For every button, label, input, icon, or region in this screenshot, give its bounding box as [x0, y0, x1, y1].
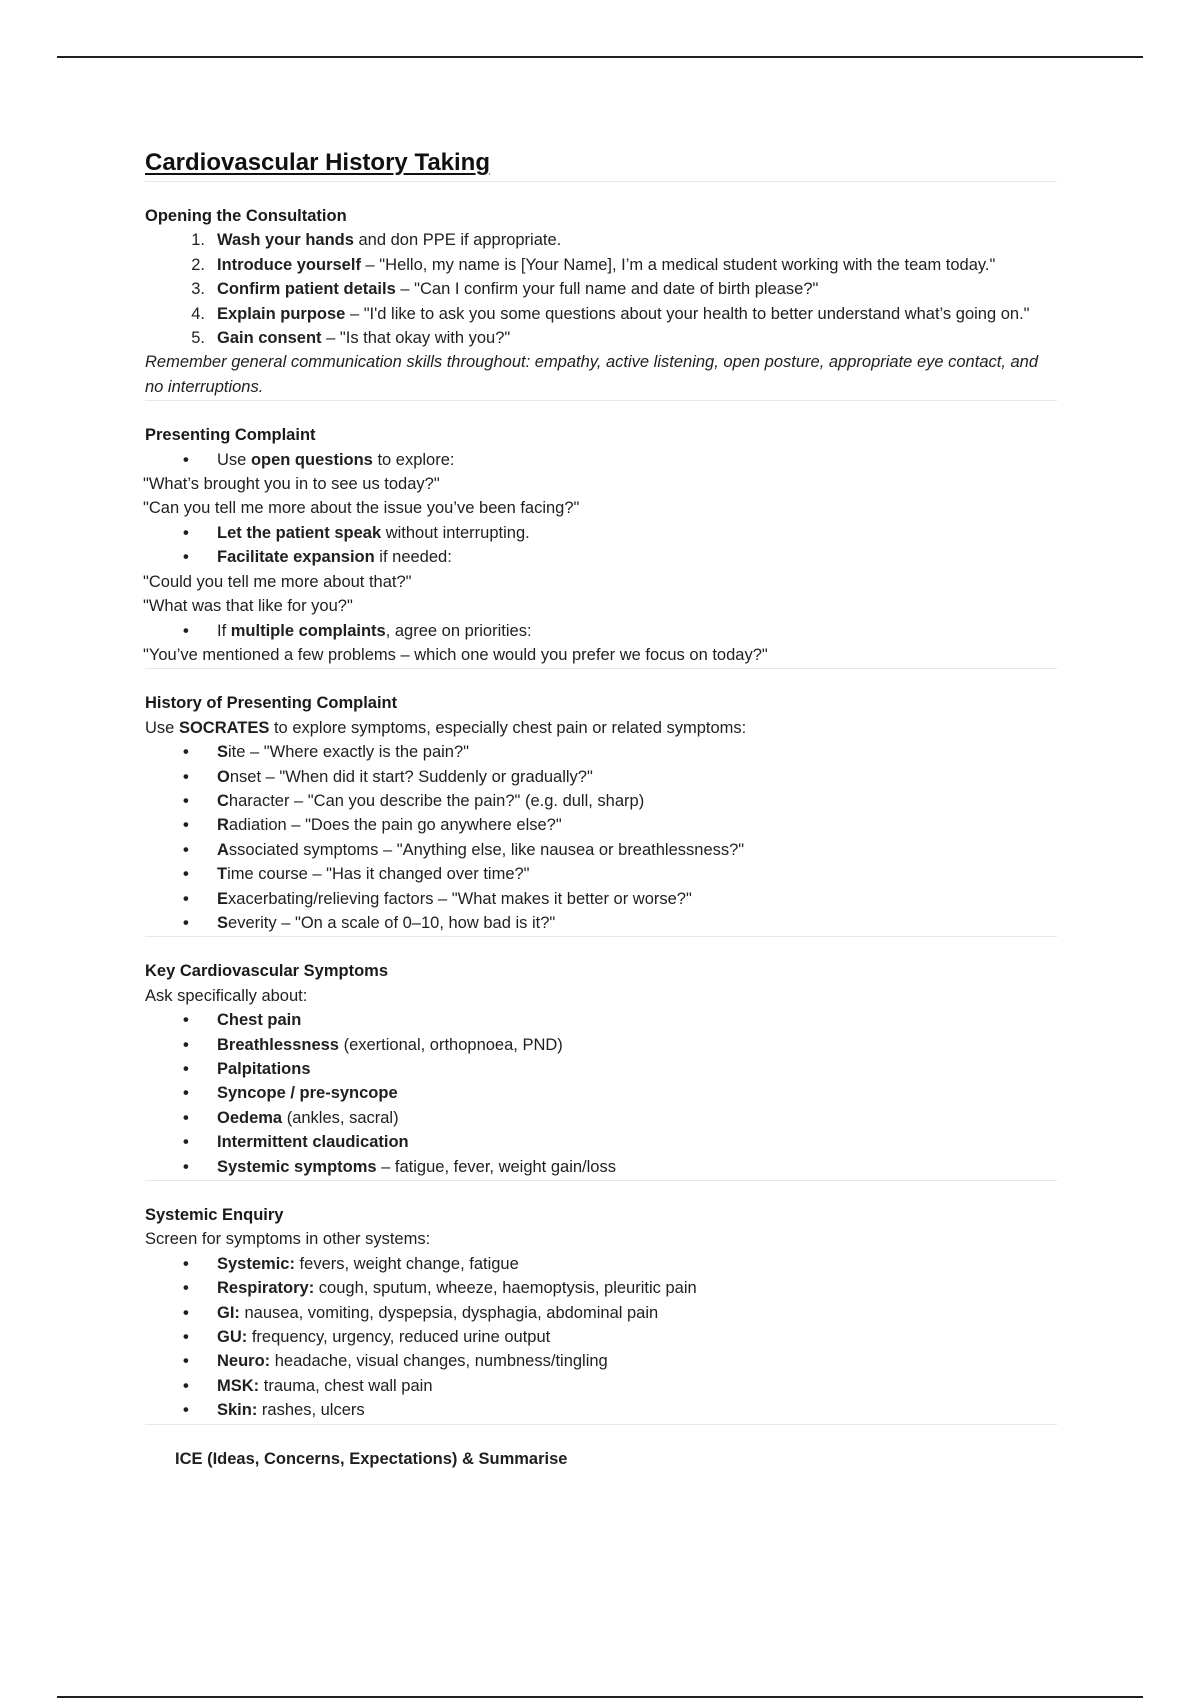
bullet-list — [145, 1008, 1057, 1179]
bullet-icon: • — [183, 913, 189, 932]
section-heading: Systemic Enquiry — [145, 1206, 284, 1225]
bullet-icon: • — [183, 1011, 189, 1030]
list-item: 1. Wash your hands and don PPE if appropriate. — [145, 228, 1057, 252]
bullet-icon: • — [183, 1254, 189, 1273]
bullet-icon: • — [183, 1328, 189, 1347]
bullet-icon: • — [183, 548, 189, 567]
list-item: • Onset – "When did it start? Suddenly or gradually?" — [145, 765, 1057, 789]
bullet-icon: • — [183, 889, 189, 908]
section-presenting-complaint — [145, 423, 1057, 669]
example-question: "Can you tell me more about the issue you’ve been facing?" — [143, 499, 580, 518]
bullet-icon: • — [183, 523, 189, 542]
list-item: • Neuro: headache, visual changes, numbness/tingling — [145, 1349, 1057, 1373]
list-item: • Syncope / pre-syncope — [145, 1081, 1057, 1105]
list-item: • Breathlessness (exertional, orthopnoea, PND) — [145, 1033, 1057, 1057]
list-item: • GU: frequency, urgency, reduced urine output — [145, 1325, 1057, 1349]
bullet-icon: • — [183, 1157, 189, 1176]
bullet-icon: • — [183, 1376, 189, 1395]
bullet-icon: • — [183, 1401, 189, 1420]
list-item: • Intermittent claudication — [145, 1130, 1057, 1154]
bullet-icon: • — [183, 840, 189, 859]
list-item: • Severity – "On a scale of 0–10, how bad is it?" — [145, 911, 1057, 935]
page-top-rule — [57, 56, 1143, 58]
bullet-icon: • — [183, 1303, 189, 1322]
example-question: "You’ve mentioned a few problems – which one would you prefer we focus on today?" — [143, 645, 768, 664]
list-number: 5. — [191, 329, 205, 348]
list-item: • Site – "Where exactly is the pain?" — [145, 740, 1057, 764]
bullet-list — [145, 521, 1057, 570]
section-divider — [145, 668, 1057, 669]
section-divider — [145, 1424, 1057, 1425]
list-item: 5. Gain consent – "Is that okay with you?" — [145, 326, 1057, 350]
section-key-symptoms — [145, 959, 1057, 1181]
bullet-icon: • — [183, 1352, 189, 1371]
list-number: 4. — [191, 304, 205, 323]
section-heading: History of Presenting Complaint — [145, 694, 398, 713]
list-item: • If multiple complaints, agree on priorities: — [145, 619, 1057, 643]
list-item: • Character – "Can you describe the pain?" (e.g. dull, sharp) — [145, 789, 1057, 813]
section-hpc — [145, 691, 1057, 937]
section-intro: Screen for symptoms in other systems: — [145, 1230, 431, 1249]
list-item: • Let the patient speak without interrupting. — [145, 521, 1057, 545]
bullet-icon: • — [183, 1133, 189, 1152]
list-item: • Use open questions to explore: — [145, 448, 1057, 472]
section-systemic-enquiry — [145, 1203, 1057, 1425]
bullet-icon: • — [183, 621, 189, 640]
socrates-list — [145, 740, 1057, 935]
example-question: "What’s brought you in to see us today?" — [143, 475, 440, 494]
section-divider — [145, 181, 1057, 182]
list-item: • Oedema (ankles, sacral) — [145, 1106, 1057, 1130]
section-divider — [145, 400, 1057, 401]
bullet-icon: • — [183, 1279, 189, 1298]
section-opening — [145, 204, 1057, 401]
list-item: • Systemic: fevers, weight change, fatigue — [145, 1252, 1057, 1276]
list-item: • Radiation – "Does the pain go anywhere else?" — [145, 813, 1057, 837]
list-item: • Chest pain — [145, 1008, 1057, 1032]
section-heading: Opening the Consultation — [145, 207, 347, 225]
page-bottom-rule — [57, 1696, 1143, 1698]
list-number: 3. — [191, 280, 205, 299]
section-divider — [145, 936, 1057, 937]
list-item: 4. Explain purpose – "I'd like to ask you some questions about your health to better understand what’s going on." — [145, 302, 1057, 326]
example-question: "What was that like for you?" — [143, 597, 353, 616]
bullet-icon: • — [183, 767, 189, 786]
bullet-icon: • — [183, 1060, 189, 1078]
section-intro: Use SOCRATES to explore symptoms, especially chest pain or related symptoms: — [145, 718, 747, 737]
list-number: 2. — [191, 255, 205, 274]
list-item: • Palpitations — [145, 1057, 1057, 1081]
bullet-icon: • — [183, 816, 189, 835]
bullet-list — [145, 448, 1057, 472]
bullet-icon: • — [183, 1108, 189, 1127]
bullet-icon: • — [183, 791, 189, 810]
list-item: • GI: nausea, vomiting, dyspepsia, dysphagia, abdominal pain — [145, 1301, 1057, 1325]
bullet-icon: • — [183, 450, 189, 469]
bullet-icon: • — [183, 865, 189, 884]
example-question: "Could you tell me more about that?" — [143, 572, 412, 591]
section-ice — [145, 1447, 1057, 1471]
list-item: 3. Confirm patient details – "Can I confirm your full name and date of birth please?" — [145, 277, 1057, 301]
section-heading: ICE (Ideas, Concerns, Expectations) & Summarise — [175, 1449, 568, 1468]
list-item: • Exacerbating/relieving factors – "What makes it better or worse?" — [145, 887, 1057, 911]
list-item: • MSK: trauma, chest wall pain — [145, 1374, 1057, 1398]
list-item: • Respiratory: cough, sputum, wheeze, haemoptysis, pleuritic pain — [145, 1276, 1057, 1300]
page-title: Cardiovascular History Taking — [145, 149, 490, 176]
section-heading: Key Cardiovascular Symptoms — [145, 962, 389, 981]
bullet-list — [145, 619, 1057, 643]
section-heading: Presenting Complaint — [145, 426, 316, 445]
numbered-list — [145, 228, 1057, 350]
list-item: • Skin: rashes, ulcers — [145, 1398, 1057, 1422]
communication-note: Remember general communication skills throughout: empathy, active listening, open posture, appropriate eye contact, and no interruptions. — [145, 353, 1039, 396]
list-number: 1. — [191, 231, 205, 250]
section-divider — [145, 1180, 1057, 1181]
list-item: • Associated symptoms – "Anything else, like nausea or breathlessness?" — [145, 838, 1057, 862]
list-item: • Time course – "Has it changed over time?" — [145, 862, 1057, 886]
bullet-icon: • — [183, 743, 189, 762]
section-intro: Ask specifically about: — [145, 986, 308, 1005]
document-body — [145, 146, 1057, 1471]
bullet-list — [145, 1252, 1057, 1423]
list-item: 2. Introduce yourself – "Hello, my name is [Your Name], I’m a medical student working with the team today." — [145, 253, 1057, 277]
list-item: • Systemic symptoms – fatigue, fever, weight gain/loss — [145, 1155, 1057, 1179]
list-item: • Facilitate expansion if needed: — [145, 545, 1057, 569]
bullet-icon: • — [183, 1084, 189, 1103]
bullet-icon: • — [183, 1035, 189, 1054]
